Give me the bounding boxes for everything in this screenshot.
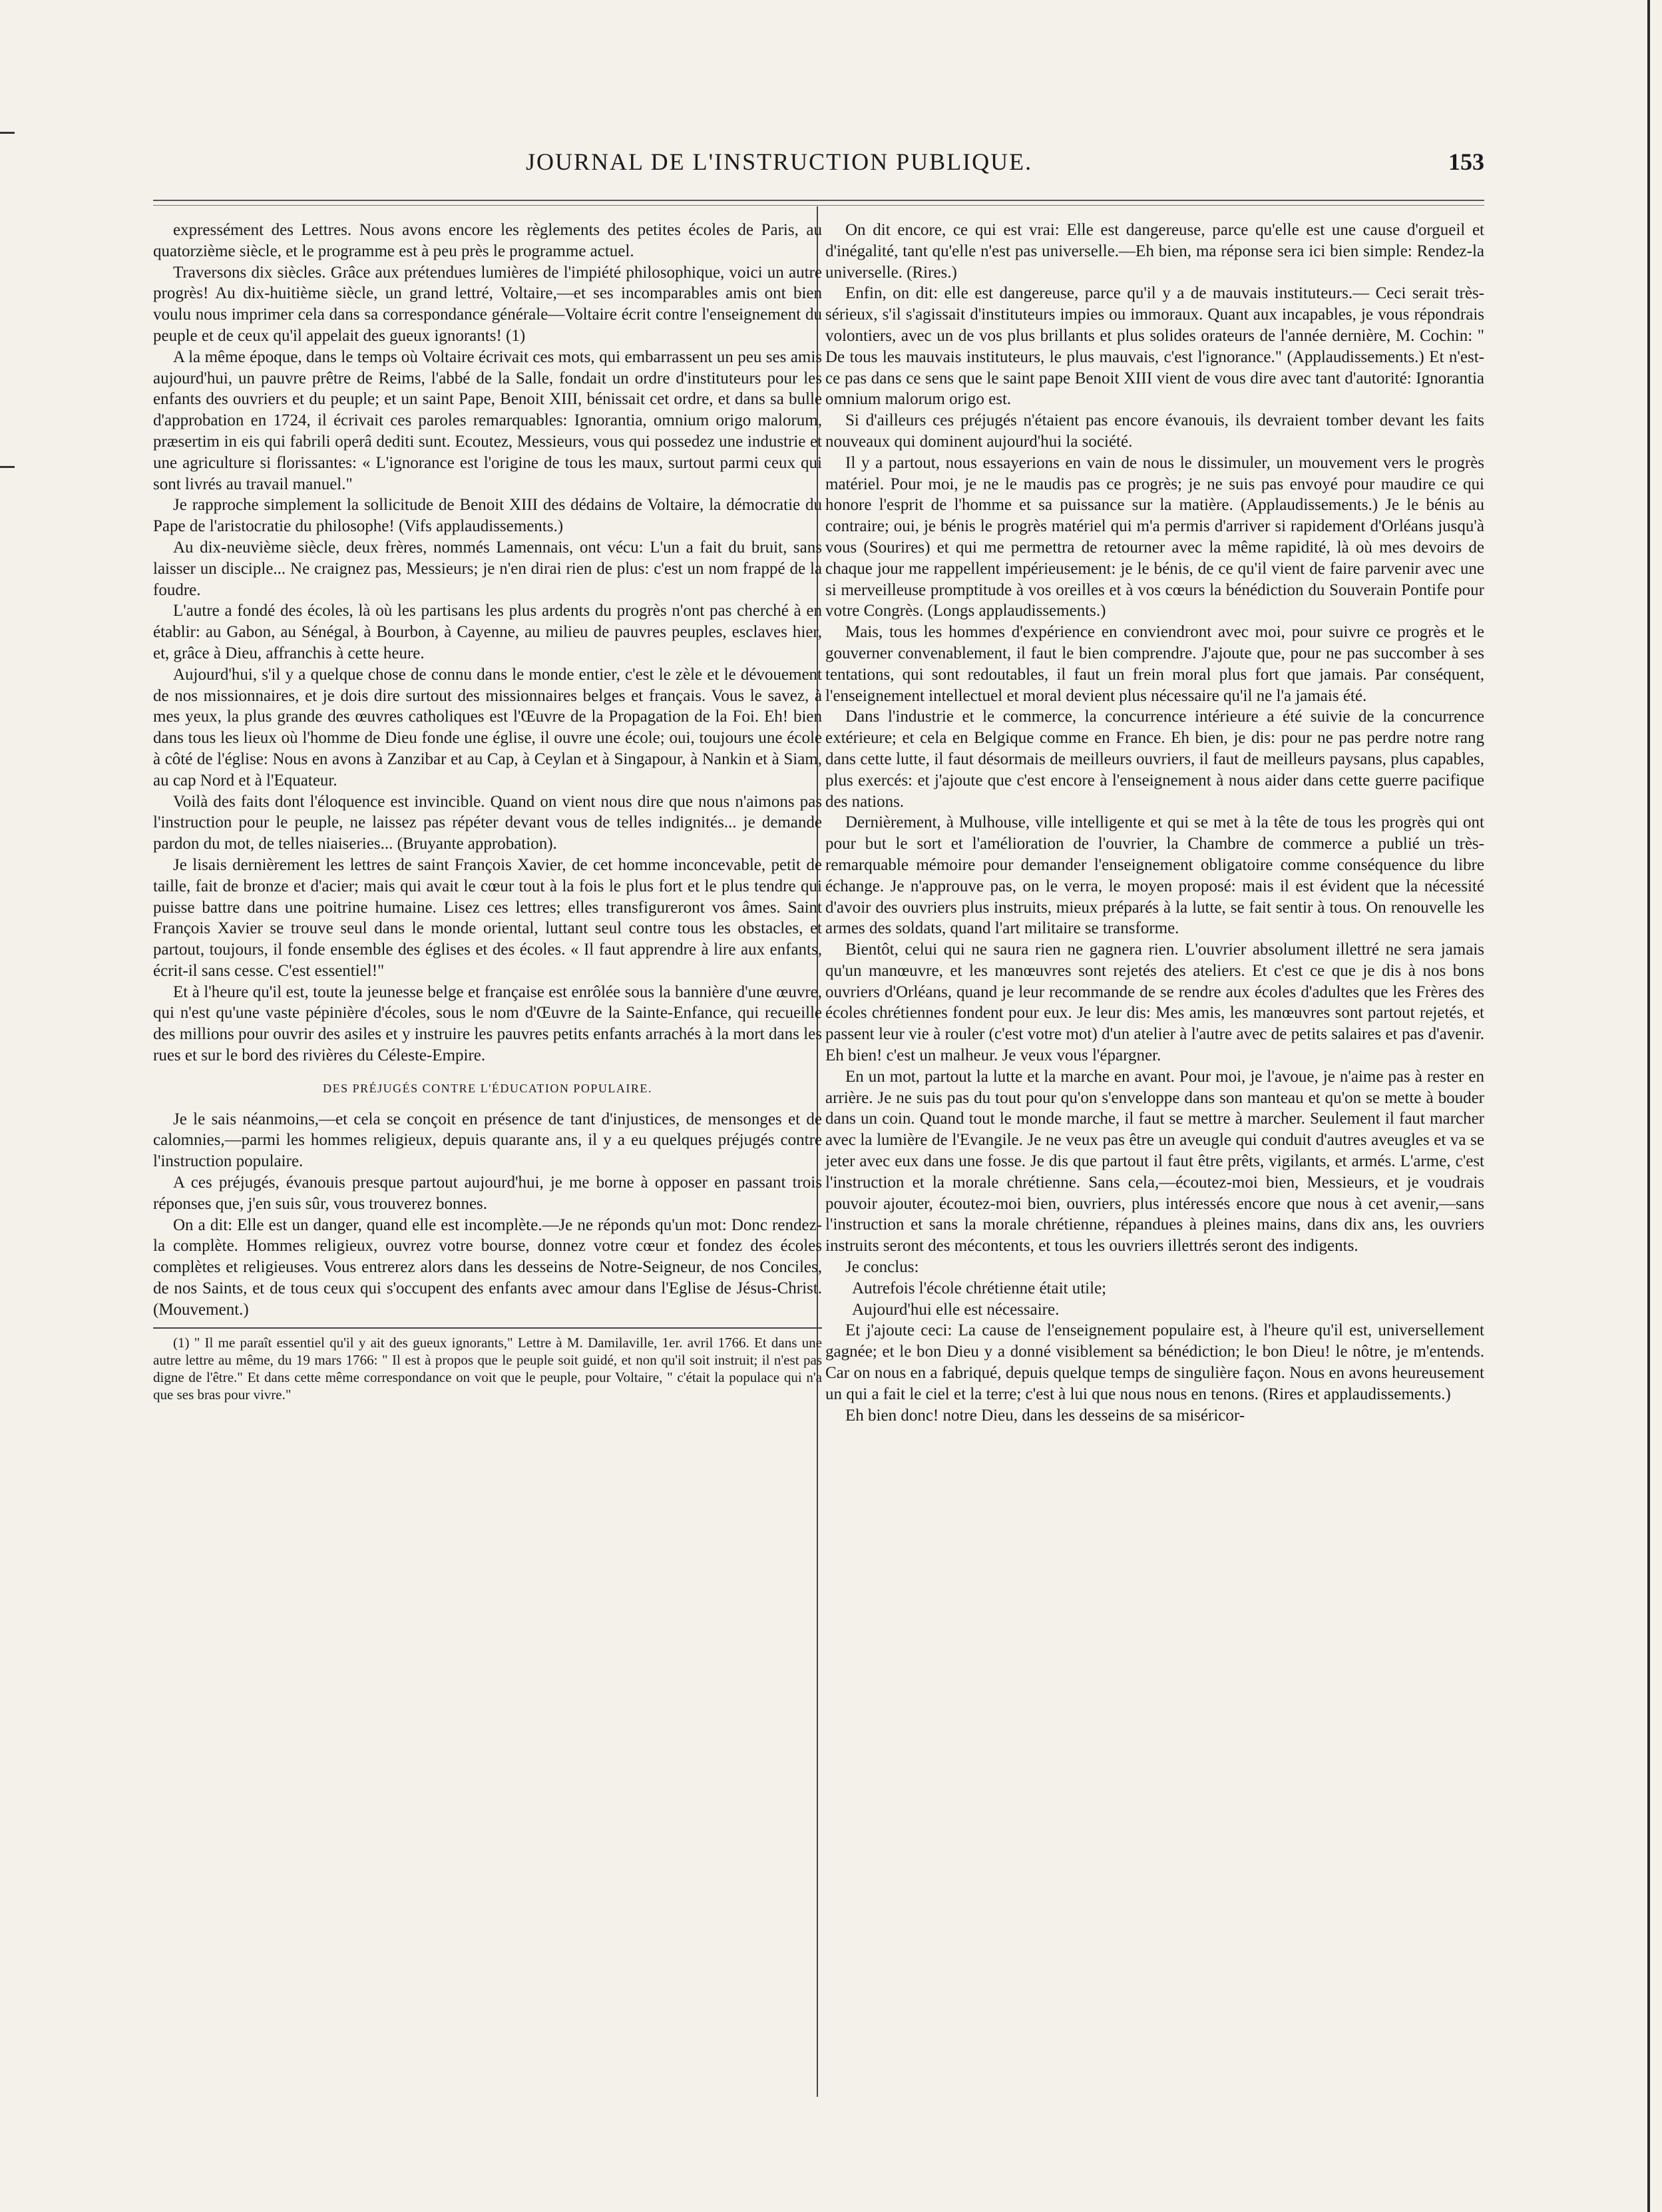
paragraph: On a dit: Elle est un danger, quand elle est incomplète.—Je ne réponds qu'un mot: Donc rendez-la complète. Hommes religieux, ouvrez votre bourse, donnez votre cœur et fondez des écoles complètes et religieuses. Vous entrerez alors dans les desseins de Notre-Seigneur, de nos Conciles, de nos Saints, et de tous ceux qui s'occupent des enfants avec amour dans l'Eglise de Jésus-Christ. (Mouvement.) bbox=[153, 1216, 822, 1319]
margin-tick bbox=[0, 466, 15, 468]
footnote-rule bbox=[153, 1327, 822, 1329]
paragraph: Au dix-neuvième siècle, deux frères, nommés Lamennais, ont vécu: L'un a fait du bruit, sans laisser un disciple... Ne craignez pas, Messieurs; je n'en dirai rien de plus: c'est un nom frappé de la foudre. bbox=[153, 538, 822, 599]
conclusion-intro: Je conclus: bbox=[845, 1258, 919, 1277]
paragraph: Eh bien donc! notre Dieu, dans les desseins de sa miséricor- bbox=[845, 1406, 1245, 1425]
paragraph: Dernièrement, à Mulhouse, ville intelligente et qui se met à la tête de tous les progrès qui ont pour but le sort et l'amélioration de l'ouvrier, la Chambre de commerce a publié un très-remarquable mémoire pour demander l'enseignement obligatoire comme conséquence du libre échange. Je n'approuve pas, on le verra, le moyen proposé: mais il est évident que la nécessité d'avoir des ouvriers plus instruits, mieux préparés à la lutte, se fait sentir à tous. On renouvelle les armes des soldats, quand l'art militaire se transforme. bbox=[825, 813, 1484, 938]
page-header bbox=[153, 148, 1484, 194]
paragraph: Bientôt, celui qui ne saura rien ne gagnera rien. L'ouvrier absolument illettré ne sera jamais qu'un manœuvre, et les manœuvres sont rejetés des ateliers. Et c'est ce que je dis à nos bons ouvriers d'Orléans, quand je leur recommande de se rendre aux écoles d'adultes que les Frères des écoles chrétiennes fondent pour eux. Je leur dis: Mes amis, les manœuvres sont partout rejetés, et passent leur vie à rouler (c'est votre mot) d'un atelier à l'autre avec de petits salaires et pas d'avenir. Eh bien! c'est un malheur. Je veux vous l'épargner. bbox=[825, 941, 1484, 1065]
right-column bbox=[825, 220, 1484, 1426]
paragraph: Aujourd'hui, s'il y a quelque chose de connu dans le monde entier, c'est le zèle et le dévouement de nos missionnaires, et je dois dire surtout des missionnaires belges et français. Vous le savez, à mes yeux, la plus grande des œuvres catholiques est l'Œuvre de la Propagation de la Foi. Eh! bien dans tous les lieux où l'homme de Dieu fonde une église, il ouvre une école; oui, toujours une école à côté de l'église: Nous en avons à Zanzibar et au Cap, à Ceylan et à Singapour, à Nankin et à Siam, au cap Nord et à l'Equateur. bbox=[153, 665, 822, 789]
paragraph: expressément des Lettres. Nous avons encore les règlements des petites écoles de Paris, au quatorzième siècle, et le programme est à peu près le programme actuel. bbox=[153, 221, 822, 260]
conclusion-line-text: Aujourd'hui elle est nécessaire. bbox=[852, 1300, 1060, 1319]
page-number: 153 bbox=[1448, 148, 1484, 175]
journal-title: JOURNAL DE L'INSTRUCTION PUBLIQUE. bbox=[526, 148, 1033, 175]
paragraph: L'autre a fondé des écoles, là où les partisans les plus ardents du progrès n'ont pas cherché à en établir: au Gabon, au Sénégal, à Bourbon, à Cayenne, au milieu de pauvres peuples, esclaves hier, et, grâce à Dieu, affranchis à cette heure. bbox=[153, 602, 822, 662]
left-column bbox=[153, 220, 822, 1403]
paragraph: Traversons dix siècles. Grâce aux prétendues lumières de l'impiété philosophique, voici un autre progrès! Au dix-huitième siècle, un grand lettré, Voltaire,—et ses incomparables amis ont bien voulu nous imprimer cela dans sa correspondance générale—Voltaire écrit contre l'enseignement du peuple et de ceux qu'il appelait des gueux ignorants! (1) bbox=[153, 263, 822, 345]
paragraph: Il y a partout, nous essayerions en vain de nous le dissimuler, un mouvement vers le progrès matériel. Pour moi, je ne le maudis pas ce progrès; je ne suis pas envoyé pour maudire ce qui honore l'esprit de l'homme et sa puissance sur la matière. (Applaudissements.) Je le bénis au contraire; oui, je bénis le progrès matériel qui m'a permis d'arriver si rapidement d'Orléans jusqu'à vous (Sourires) et qui me permettra de retourner avec la même rapidité, là où mes devoirs de chaque jour me rappellent impérieusement: je le bénis, de ce qu'il vient de faire parvenir avec une si merveilleuse promptitude à vos oreilles et à vos cœurs la bénédiction du Souverain Pontife pour votre Congrès. (Longs applaudissements.) bbox=[825, 453, 1484, 620]
footnote: (1) " Il me paraît essentiel qu'il y ait des gueux ignorants," Lettre à M. Damilaville, 1er. avril 1766. Et dans une autre lettre au même, du 19 mars 1766: " Il est à propos que le peuple soit guidé, et non qu'il soit instruit; il n'est pas digne de l'être." Et dans cette même correspondance on voit que le peuple, pour Voltaire, " c'était la populace qui n'a que ses bras pour vivre." bbox=[153, 1334, 822, 1403]
paragraph: Je lisais dernièrement les lettres de saint François Xavier, de cet homme inconcevable, petit de taille, fait de bronze et d'acier; mais qui avait le cœur tout à la fois le plus fort et le plus tendre qui puisse battre dans une poitrine humaine. Lisez ces lettres; elles transfigureront vos âmes. Saint François Xavier se trouve seul dans le monde oriental, luttant seul contre tous les obstacles, et partout, toujours, il fonde ensemble des églises et des écoles. « Il faut apprendre à lire aux enfants, écrit-il sans cesse. C'est essentiel!" bbox=[153, 855, 822, 980]
section-heading: DES PRÉJUGÉS CONTRE L'ÉDUCATION POPULAIRE. bbox=[323, 1081, 652, 1095]
paragraph: Je le sais néanmoins,—et cela se conçoit en présence de tant d'injustices, de mensonges et de calomnies,—parmi les hommes religieux, depuis quarante ans, il y a eu quelques préjugés contre l'instruction populaire. bbox=[153, 1110, 822, 1171]
paragraph: Et j'ajoute ceci: La cause de l'enseignement populaire est, à l'heure qu'il est, universellement gagnée; et le bon Dieu y a donné visiblement sa bénédiction; le bon Dieu! le nôtre, je m'entends. Car on nous en a fabriqué, depuis quelque temps de singulière façon. Nous en avons heureusement un qui a fait le ciel et la terre; c'est à lui que nous nous en tenons. (Rires et applaudissements.) bbox=[825, 1321, 1484, 1403]
paragraph: Voilà des faits dont l'éloquence est invincible. Quand on vient nous dire que nous n'aimons pas l'instruction pour le peuple, ne laissez pas répéter devant vous de telles indignités... je demande pardon du mot, de telles niaiseries... (Bruyante approbation). bbox=[153, 792, 822, 853]
paragraph: Mais, tous les hommes d'expérience en conviendront avec moi, pour suivre ce progrès et le gouverner convenablement, il faut le bien comprendre. J'ajoute que, pour ne pas succomber à ses tentations, qui sont redoutables, il faut un frein moral plus fort que jamais. Par conséquent, l'enseignement intellectuel et moral devient plus nécessaire qu'il ne l'a jamais été. bbox=[825, 623, 1484, 705]
conclusion-line-text: Autrefois l'école chrétienne était utile; bbox=[852, 1279, 1107, 1297]
paragraph: A ces préjugés, évanouis presque partout aujourd'hui, je me borne à opposer en passant trois réponses que, j'en suis sûr, vous trouverez bonnes. bbox=[153, 1174, 822, 1213]
paragraph: Si d'ailleurs ces préjugés n'étaient pas encore évanouis, ils devraient tomber devant les faits nouveaux qui dominent aujourd'hui la société. bbox=[825, 411, 1484, 451]
conclusion-line bbox=[825, 1299, 1484, 1321]
paragraph: Et à l'heure qu'il est, toute la jeunesse belge et française est enrôlée sous la bannière d'une œuvre, qui n'est qu'une vaste pépinière d'écoles, sous le nom d'Œuvre de la Sainte-Enfance, qui recueille des millions pour ouvrir des asiles et y instruire les pauvres petits enfants arrachés à la mort dans les rues et sur le bord des rivières du Céleste-Empire. bbox=[153, 983, 822, 1065]
header-rule bbox=[153, 200, 1484, 201]
paragraph: Dans l'industrie et le commerce, la concurrence intérieure a été suivie de la concurrence extérieure; et cela en Belgique comme en France. Eh bien, je dis: pour ne pas perdre notre rang dans cette lutte, il faut désormais de meilleurs ouvriers, il faut de meilleurs paysans, plus capables, plus exercés: et j'ajoute que c'est encore à l'enseignement à nous aider dans cette guerre pacifique des nations. bbox=[825, 708, 1484, 811]
page-edge bbox=[1647, 0, 1650, 2212]
conclusion-line bbox=[825, 1278, 1484, 1299]
paragraph: Je rapproche simplement la sollicitude de Benoit XIII des dédains de Voltaire, la démocratie du Pape de l'aristocratie du philosophe! (Vifs applaudissements.) bbox=[153, 496, 822, 536]
paragraph: On dit encore, ce qui est vrai: Elle est dangereuse, parce qu'elle est une cause d'orgueil et d'inégalité, tant qu'elle n'est pas universelle.—Eh bien, ma réponse sera ici bien simple: Rendez-la universelle. (Rires.) bbox=[825, 221, 1484, 282]
paragraph: A la même époque, dans le temps où Voltaire écrivait ces mots, qui embarrassent un peu ses amis aujourd'hui, un pauvre prêtre de Reims, l'abbé de la Salle, fondait un ordre d'instituteurs pour les enfants des ouvriers et du peuple; et un saint Pape, Benoit XIII, bénissait cet ordre, et dans sa bulle d'approbation en 1724, il écrivait ces paroles remarquables: Ignorantia, omnium origo malorum, præsertim in eis qui fabrili operâ dediti sunt. Ecoutez, Messieurs, vous qui possedez une industrie et une agriculture si florissantes: « L'ignorance est l'origine de tous les maux, surtout parmi ceux qui sont livrés au travail manuel." bbox=[153, 347, 822, 493]
header-rule bbox=[153, 205, 1484, 206]
margin-tick bbox=[0, 132, 15, 134]
paragraph: En un mot, partout la lutte et la marche en avant. Pour moi, je l'avoue, je n'aime pas à rester en arrière. Je ne suis pas du tout pour qu'on s'enveloppe dans son manteau et qu'on se mette à bouder dans un coin. Quand tout le monde marche, il faut se mettre à marcher. Seulement il faut marcher avec la lumière de l'Evangile. Je ne veux pas être un aveugle qui conduit d'autres aveugles et va se jeter avec eux dans une fosse. Je dis que partout il faut être prêts, vigilants, et armés. L'arme, c'est l'instruction et la morale chrétienne. Sans cela,—écoutez-moi bien, Messieurs, et je voudrais pouvoir ajouter, écoutez-moi bien, ouvriers, plus intéressés encore que nous à cet avenir,—sans l'instruction et sans la morale chrétienne, répandues à pleines mains, dans dix ans, les ouvriers instruits seront des mécontents, et tous les ouvriers illettrés seront des indigents. bbox=[825, 1067, 1484, 1255]
paragraph: Enfin, on dit: elle est dangereuse, parce qu'il y a de mauvais instituteurs.— Ceci serait très-sérieux, s'il s'agissait d'instituteurs impies ou immoraux. Quant aux incapables, je vous répondrais volontiers, avec un de vos plus brillants et plus solides orateurs de l'année dernière, M. Cochin: " De tous les mauvais instituteurs, le plus mauvais, c'est l'ignorance." (Applaudissements.) Et n'est-ce pas dans ce sens que le saint pape Benoit XIII vient de vous dire avec tant d'autorité: Ignorantia omnium malorum origo est. bbox=[825, 284, 1484, 409]
